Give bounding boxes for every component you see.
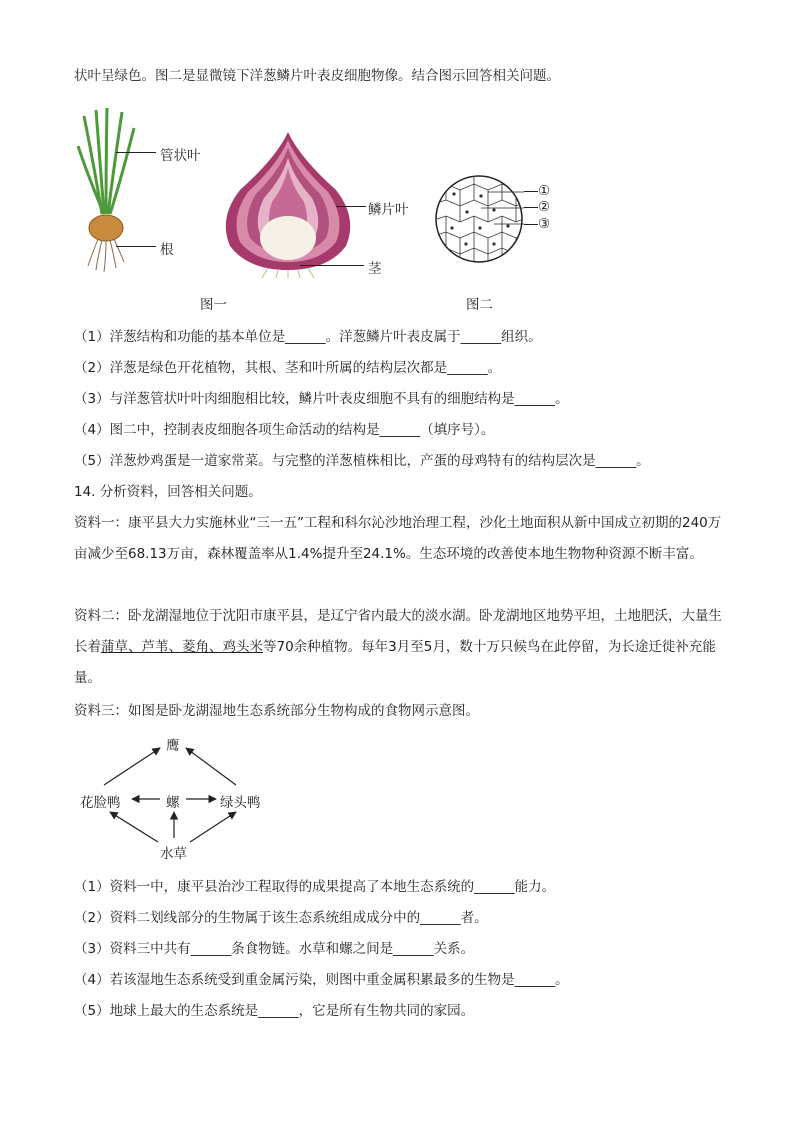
cell-micrograph-figure [434,174,524,264]
marker-1: ① [538,183,551,199]
label-stem: 茎 [368,261,382,277]
marker-3: ③ [538,216,551,232]
green-onion-figure [74,106,164,276]
root-pointer-line [116,246,156,247]
foodweb-mallard: 绿头鸭 [220,795,261,811]
foodweb-waterweed: 水草 [160,846,187,862]
marker-line-3 [524,224,538,225]
onion-bulb-figure [218,128,358,278]
material-2-underlined: 蒲草、芦苇、菱角、鸡头米 [101,639,263,655]
material-2-pre: 资料二：卧龙湖湿地位于沈阳市康平县，是辽宁省内最大的淡水湖。卧龙湖地区地势平坦，土地肥沃，大量生长着 [74,608,722,655]
figure1-caption: 图一 [200,297,227,313]
intro-text: 状叶呈绿色。图二是显微镜下洋葱鳞片叶表皮细胞物像。结合图示回答相关问题。 [74,68,560,84]
q13-question-4: （4）图二中，控制表皮细胞各项生命活动的结构是______（填序号）。 [74,422,495,438]
material-1: 资料一：康平县大力实施林业“三一五”工程和科尔沁沙地治理工程，沙化土地面积从新中国成立初期的240万亩减少至68.13万亩，森林覆盖率从1.4%提升至24.1%。生态环境的改善使本地生物物种资源不断丰富。 [74,515,722,562]
figure2-caption: 图二 [466,297,493,313]
foodweb-snail: 螺 [166,795,180,811]
label-root: 根 [160,242,174,258]
q14-title: 14. 分析资料，回答相关问题。 [74,484,262,500]
q14-question-5: （5）地球上最大的生态系统是______，它是所有生物共同的家园。 [74,1003,475,1019]
q14-question-4: （4）若该湿地生态系统受到重金属污染，则图中重金属积累最多的生物是______。 [74,972,569,988]
marker-line-1 [524,191,538,192]
q14-question-1: （1）资料一中，康平县治沙工程取得的成果提高了本地生态系统的______能力。 [74,879,556,895]
q13-question-3: （3）与洋葱管状叶叶肉细胞相比较，鳞片叶表皮细胞不具有的细胞结构是______。 [74,391,569,407]
q14-question-3: （3）资料三中共有______条食物链。水草和螺之间是______关系。 [74,941,475,957]
marker-line-2 [524,207,538,208]
foodweb-eagle: 鹰 [166,738,180,754]
label-tubular-leaf: 管状叶 [160,148,201,164]
foodweb-spotbill-duck: 花脸鸭 [80,795,121,811]
q14-question-2: （2）资料二划线部分的生物属于该生态系统组成成分中的______者。 [74,910,488,926]
material-3: 资料三：如图是卧龙湖湿地生态系统部分生物构成的食物网示意图。 [74,703,479,719]
marker-2: ② [538,199,551,215]
stem-pointer-line [300,265,364,266]
leaf-pointer-line [116,152,156,153]
q13-question-2: （2）洋葱是绿色开花植物，其根、茎和叶所属的结构层次都是______。 [74,360,502,376]
q13-question-1: （1）洋葱结构和功能的基本单位是______。洋葱鳞片叶表皮属于______组织。 [74,329,542,345]
material-2 [74,601,724,694]
scale-leaf-pointer-line [336,206,366,207]
material-2-post: 等70余种植物。每年3月至5月，数十万只候鸟在此停留，为长途迁徙补充能量。 [74,639,716,686]
label-scale-leaf: 鳞片叶 [368,202,409,218]
q13-question-5: （5）洋葱炒鸡蛋是一道家常菜。与完整的洋葱植株相比，产蛋的母鸡特有的结构层次是______。 [74,453,650,469]
